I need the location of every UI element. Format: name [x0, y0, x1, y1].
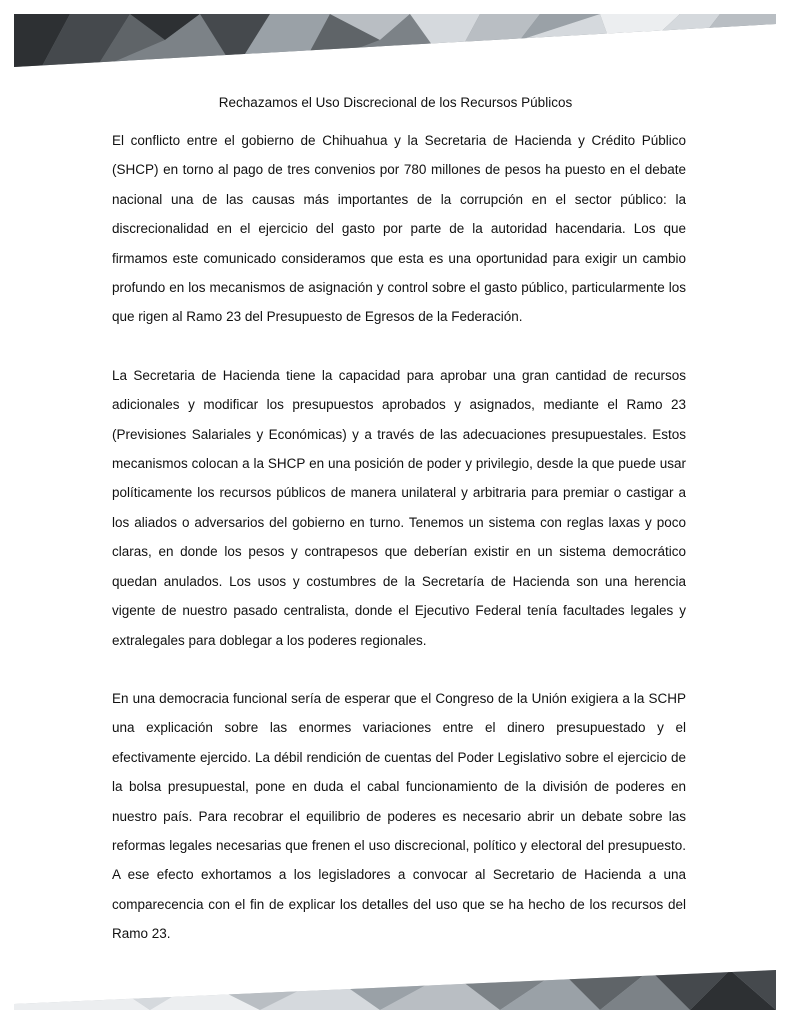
document-title: Rechazamos el Uso Discrecional de los Recursos Públicos [218, 95, 573, 110]
top-geometric-banner [0, 0, 791, 80]
document-body [112, 126, 686, 978]
paragraph-2: La Secretaria de Hacienda tiene la capacidad para aprobar una gran cantidad de recursos adicionales y modificar los presupuestos aprobados y asignados, mediante el Ramo 23 (Previsiones Salariales y Económicas) y a través de las adecuaciones presupuestales. Estos mecanismos colocan a la SHCP en una posición de poder y privilegio, desde la que puede usar políticamente los recursos públicos de manera unilateral y arbitraria para premiar o castigar a los aliados o adversarios del gobierno en turno. Tenemos un sistema con reglas laxas y poco claras, en donde los pesos y contrapesos que deberían existir en un sistema democrático quedan anulados. Los usos y costumbres de la Secretaría de Hacienda son una herencia vigente de nuestro pasado centralista, donde el Ejecutivo Federal tenía facultades legales y extralegales para doblegar a los poderes regionales. [112, 367, 686, 648]
bottom-geometric-banner [0, 960, 791, 1024]
paragraph-3: En una democracia funcional sería de esperar que el Congreso de la Unión exigiera a la SCHP una explicación sobre las enormes variaciones entre el dinero presupuestado y el efectivamente ejercido. La débil rendición de cuentas del Poder Legislativo sobre el ejercicio de la bolsa presupuestal, pone en duda el cabal funcionamiento de la división de poderes en nuestro país. Para recobrar el equilibrio de poderes es necesario abrir un debate sobre las reformas legales necesarias que frenen el uso discrecional, político y electoral del presupuesto. A ese efecto exhortamos a los legisladores a convocar al Secretario de Hacienda a una comparecencia con el fin de explicar los detalles del uso que se ha hecho de los recursos del Ramo 23. [112, 690, 686, 942]
paragraph-1: El conflicto entre el gobierno de Chihuahua y la Secretaria de Hacienda y Crédito Público (SHCP) en torno al pago de tres convenios por 780 millones de pesos ha puesto en el debate nacional una de las causas más importantes de la corrupción en el sector público: la discrecionalidad en el ejercicio del gasto por parte de la autoridad hacendaria. Los que firmamos este comunicado consideramos que esta es una oportunidad para exigir un cambio profundo en los mecanismos de asignación y control sobre el gasto público, particularmente los que rigen al Ramo 23 del Presupuesto de Egresos de la Federación. [112, 133, 686, 325]
